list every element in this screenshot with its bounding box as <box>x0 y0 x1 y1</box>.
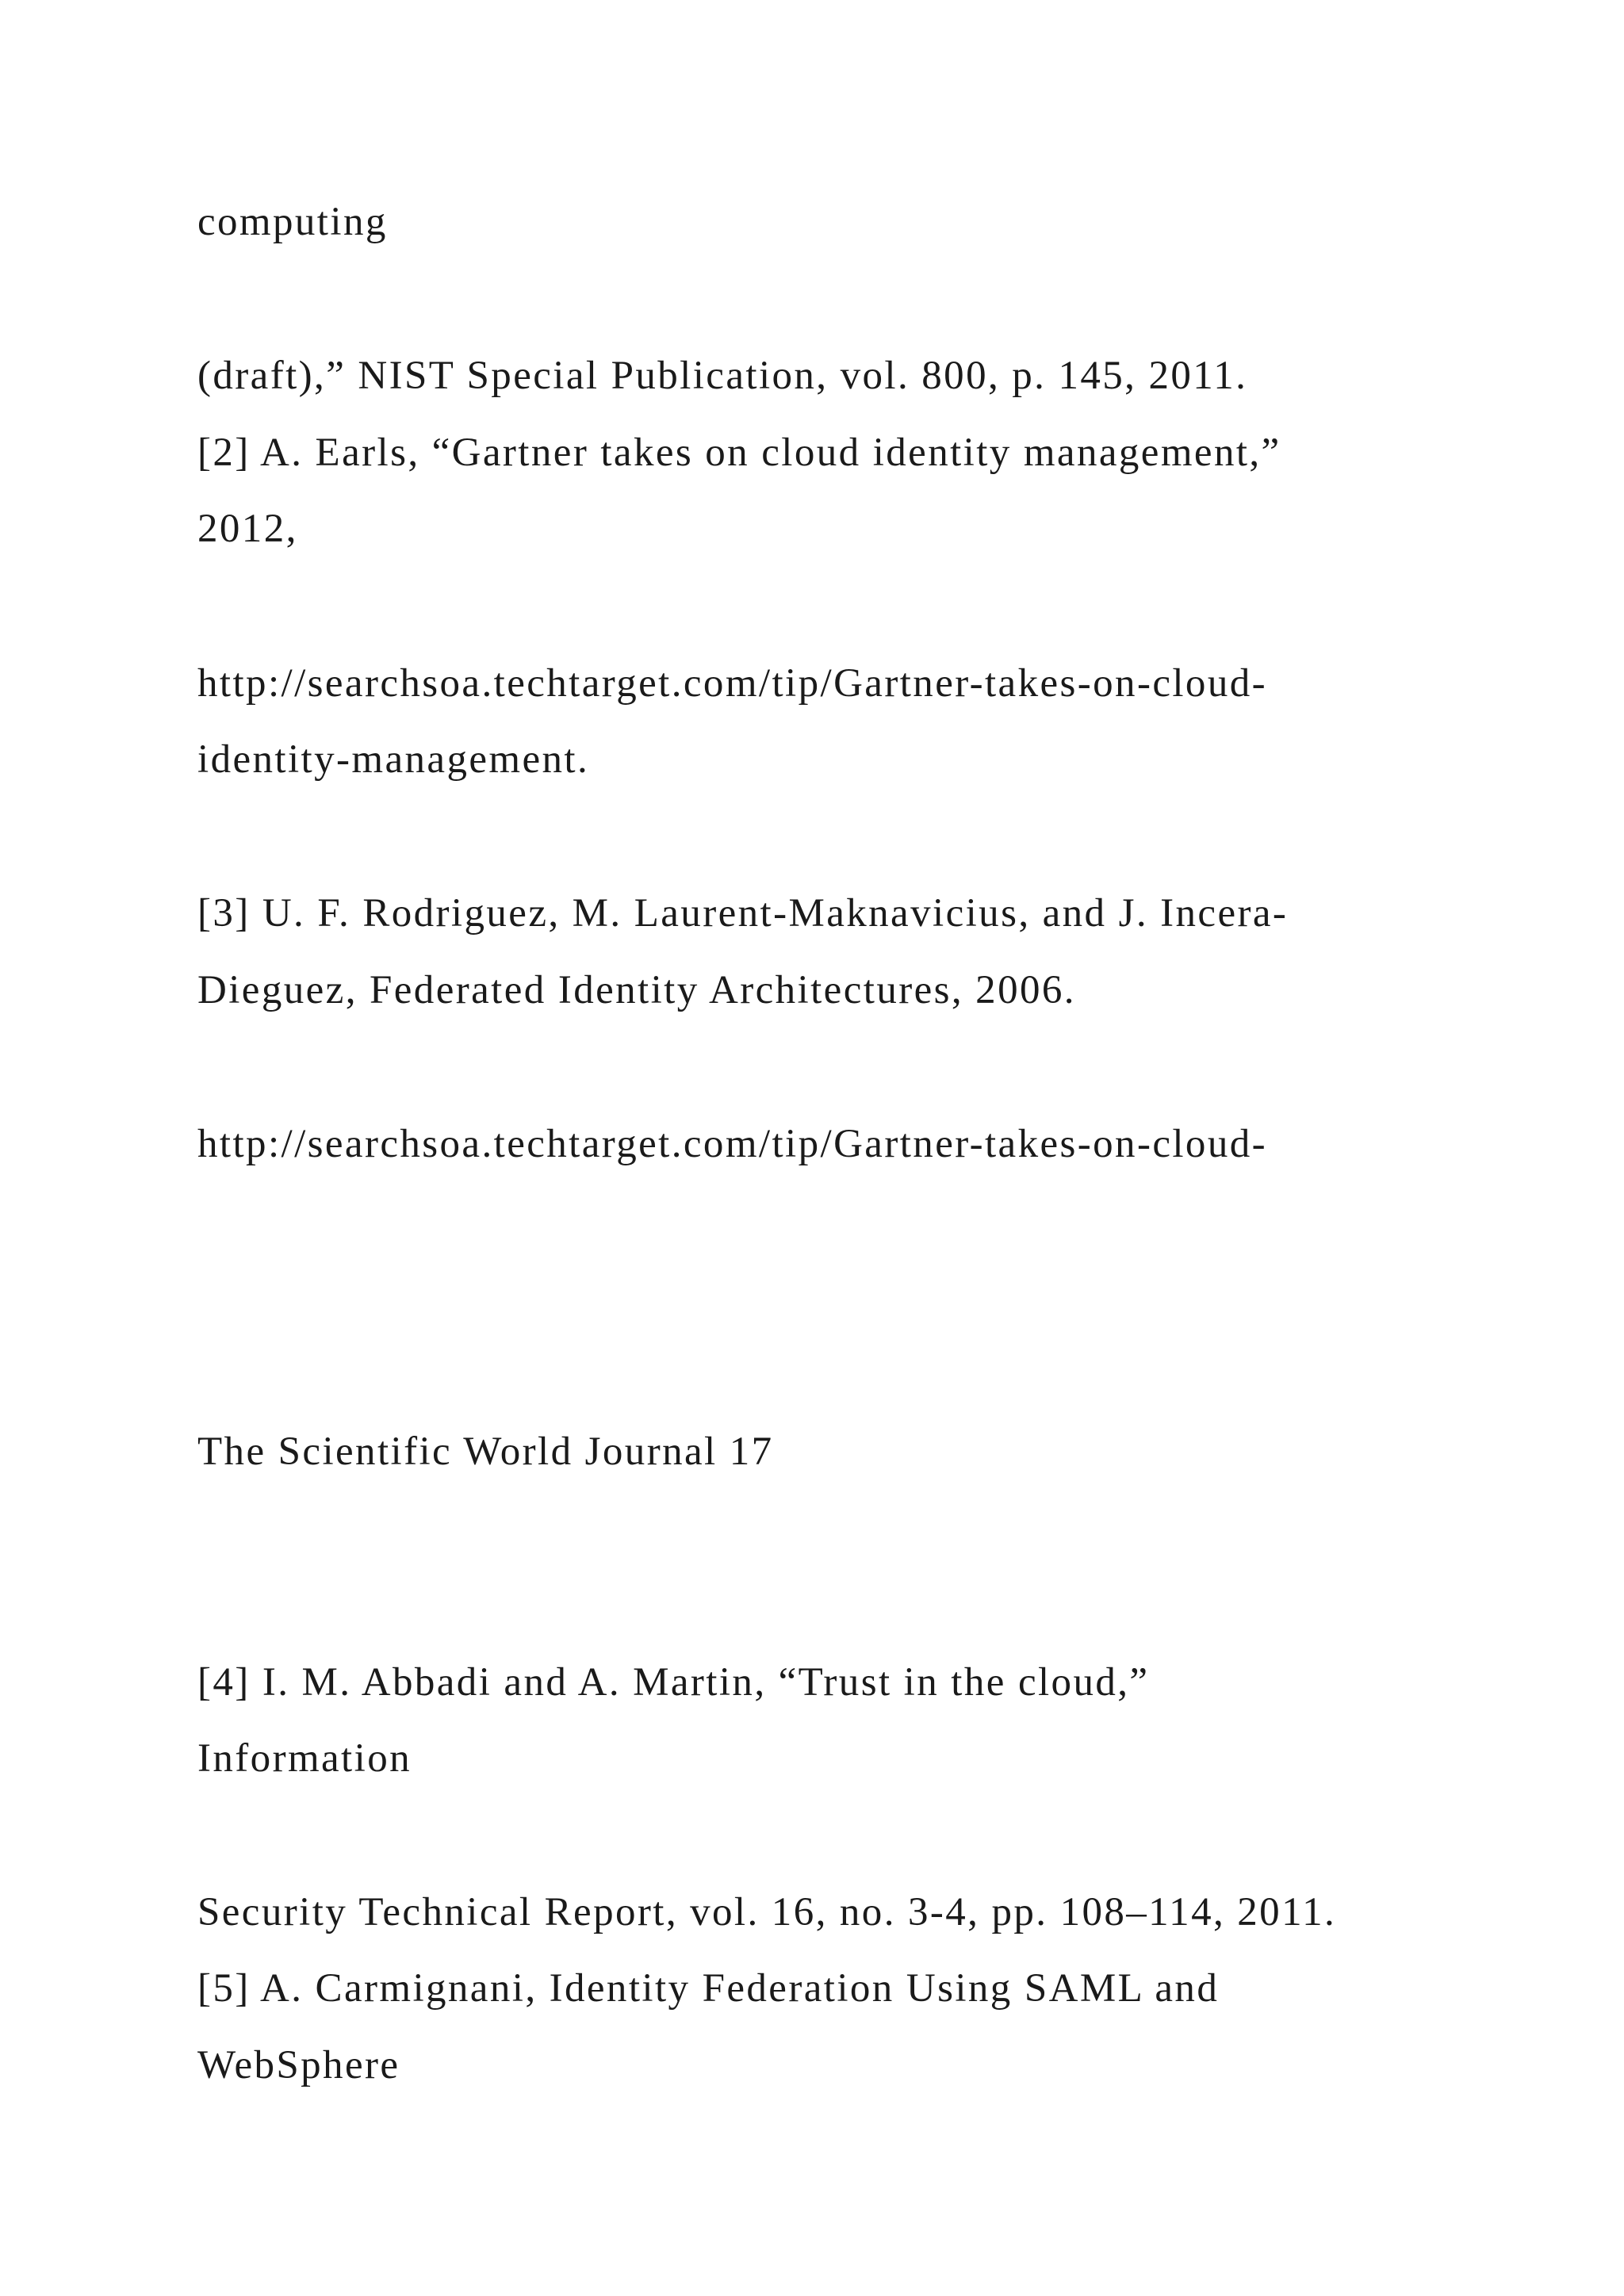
ref-5-title: [5] A. Carmignani, Identity Federation Using SAML and <box>197 1966 1220 2011</box>
ref-4-journal: Information <box>197 1736 412 1781</box>
ref-2-url-part-2: identity-management. <box>197 737 590 782</box>
url-line: http://searchsoa.techtarget.com/tip/Gartner-takes-on-cloud- <box>197 1122 1268 1166</box>
ref-2-year: 2012, <box>197 507 298 551</box>
ref-3-authors: [3] U. F. Rodriguez, M. Laurent-Maknavicius, and J. Incera- <box>197 891 1289 936</box>
ref-2-title: [2] A. Earls, “Gartner takes on cloud identity management,” <box>197 430 1281 475</box>
running-footer: The Scientific World Journal 17 <box>197 1429 774 1474</box>
ref-4-details: Security Technical Report, vol. 16, no. 3-4, pp. 108–114, 2011. <box>197 1890 1337 1934</box>
text-line-computing: computing <box>197 200 388 244</box>
ref-1-continuation: (draft),” NIST Special Publication, vol. 800, p. 145, 2011. <box>197 354 1248 398</box>
ref-2-url-part-1: http://searchsoa.techtarget.com/tip/Gartner-takes-on-cloud- <box>197 661 1268 706</box>
ref-4-title: [4] I. M. Abbadi and A. Martin, “Trust in the cloud,” <box>197 1660 1150 1705</box>
ref-5-continuation: WebSphere <box>197 2043 400 2087</box>
ref-3-title: Dieguez, Federated Identity Architectures, 2006. <box>197 968 1076 1012</box>
